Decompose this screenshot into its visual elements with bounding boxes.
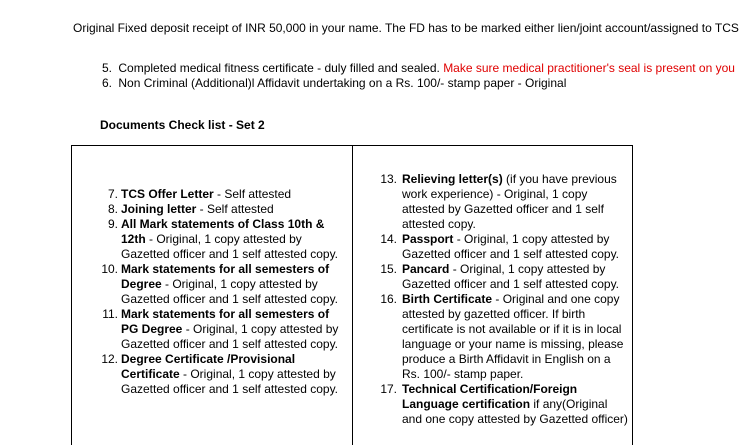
item-desc: - Original, 1 copy attested by Gazetted officer and 1 self attested copy. (402, 262, 620, 291)
item-desc: - Original, 1 copy attested by Gazetted officer and 1 self attested copy. (121, 277, 339, 306)
item-number: 17. (380, 382, 397, 396)
item-number: 16. (380, 292, 397, 306)
list-item-5 (102, 61, 735, 75)
list-item-text: Non Criminal (Additional)l Affidavit undertaking on a Rs. 100/- stamp paper - Original (118, 76, 567, 90)
column-divider (352, 146, 353, 445)
list-item-number: 5. (102, 61, 113, 75)
item-number: 11. (102, 307, 118, 321)
fd-receipt-text: Original Fixed deposit receipt of INR 50,000 in your name. The FD has to be marked either lien/joint account/assigned to TCS (73, 21, 739, 35)
item-number: 13. (380, 172, 397, 186)
item-desc: - Self attested (196, 202, 274, 216)
item-desc: - Original, 1 copy attested by Gazetted officer and 1 self attested copy. (121, 232, 339, 261)
section-title: Documents Check list - Set 2 (100, 118, 265, 132)
item-number: 10. (101, 262, 118, 276)
item-title: All Mark statements of Class 10th & 12th (121, 217, 325, 246)
item-title: Mark statements for all semesters of PG Degree (121, 307, 330, 336)
item-desc: - Self attested (213, 187, 292, 201)
item-title: Joining letter (121, 202, 197, 216)
item-number: 8. (107, 202, 118, 216)
item-title: Pancard (402, 262, 450, 276)
item-desc: (if you have previous work experience) - Original, 1 copy attested by Gazetted officer and 1 self attested copy. (402, 172, 617, 231)
list-item-text: Completed medical fitness certificate - duly filled and sealed. (118, 61, 444, 75)
item-number: 12. (101, 352, 118, 366)
item-number: 14. (380, 232, 397, 246)
item-number: 9. (107, 217, 118, 231)
item-desc: - Original and one copy attested by gazetted officer. If birth certificate is not available or if it is in local language or your name is missing, please produce a Birth Affidavit in English on a Rs. 100/- stamp paper. (402, 292, 624, 381)
item-desc: - Original, 1 copy attested by Gazetted officer and 1 self attested copy. (121, 367, 339, 396)
item-title: TCS Offer Letter (121, 187, 214, 201)
item-title: Birth Certificate (402, 292, 493, 306)
item-title: Passport (402, 232, 454, 246)
item-desc: if any(Original and one copy attested by Gazetted officer) (402, 397, 628, 426)
item-number: 15. (380, 262, 397, 276)
item-title: Relieving letter(s) (402, 172, 503, 186)
item-title: Technical Certification/Foreign Language certification (402, 382, 578, 411)
item-desc: - Original, 1 copy attested by Gazetted officer and 1 self attested copy. (402, 232, 620, 261)
warning-text: Make sure medical practitioner's seal is present on you (443, 61, 735, 75)
item-title: Degree Certificate /Provisional Certificate (121, 352, 296, 381)
item-title: Mark statements for all semesters of Degree (121, 262, 330, 291)
item-desc: - Original, 1 copy attested by Gazetted officer and 1 self attested copy. (121, 322, 339, 351)
list-item-number: 6. (102, 76, 113, 90)
list-item-6 (102, 76, 566, 90)
item-number: 7. (107, 187, 118, 201)
